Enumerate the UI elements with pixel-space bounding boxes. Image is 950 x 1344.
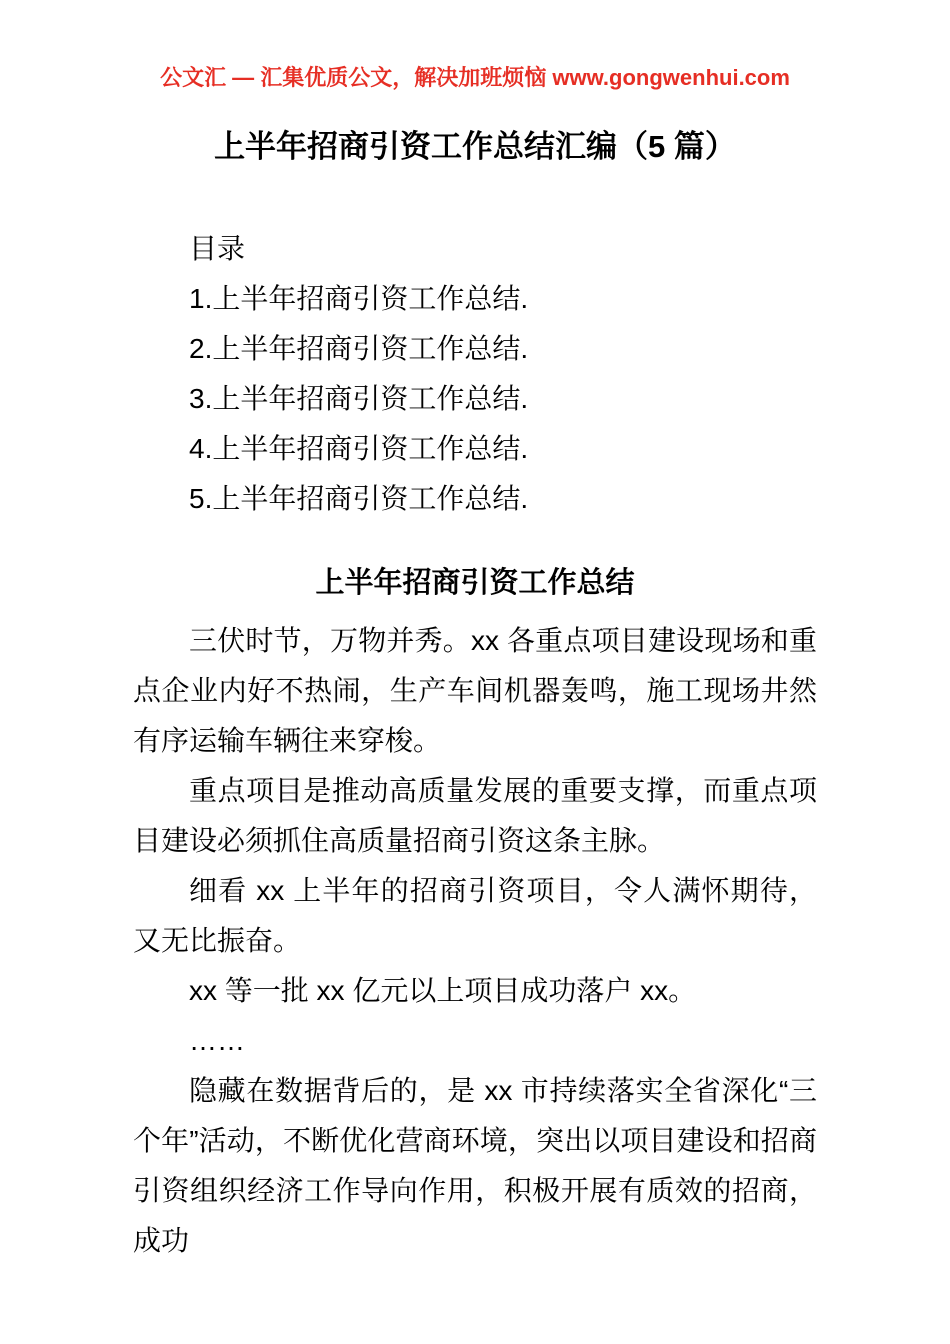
paragraph-3: 细看 xx 上半年的招商引资项目，令人满怀期待，又无比振奋。 (133, 875, 817, 956)
paragraph-4: xx 等一批 xx 亿元以上项目成功落户 xx。 (189, 975, 697, 1006)
toc-item-4: 4.上半年招商引资工作总结. (189, 433, 529, 464)
toc-item-2: 2.上半年招商引资工作总结. (189, 333, 529, 364)
site-banner: 公文汇 — 汇集优质公文，解决加班烦恼 www.gongwenhui.com (160, 65, 790, 90)
paragraph-ellipsis: …… (189, 1025, 245, 1056)
table-of-contents (133, 224, 817, 524)
toc-item-3: 3.上半年招商引资工作总结. (189, 383, 529, 414)
paragraph-1: 三伏时节，万物并秀。xx 各重点项目建设现场和重点企业内好不热闹，生产车间机器轰鸣，施工现场井然有序运输车辆往来穿梭。 (133, 625, 817, 756)
document-title: 上半年招商引资工作总结汇编（5 篇） (214, 129, 736, 164)
toc-heading: 目录 (189, 233, 246, 264)
paragraph-5: 隐藏在数据背后的，是 xx 市持续落实全省深化“三个年”活动，不断优化营商环境，突出以项目建设和招商引资组织经济工作导向作用，积极开展有质效的招商，成功 (133, 1075, 817, 1256)
paragraph-2: 重点项目是推动高质量发展的重要支撑，而重点项目建设必须抓住高质量招商引资这条主脉。 (133, 775, 817, 856)
toc-item-1: 1.上半年招商引资工作总结. (189, 283, 529, 314)
section-heading: 上半年招商引资工作总结 (315, 567, 635, 599)
section-body (133, 616, 817, 1266)
toc-item-5: 5.上半年招商引资工作总结. (189, 483, 529, 514)
